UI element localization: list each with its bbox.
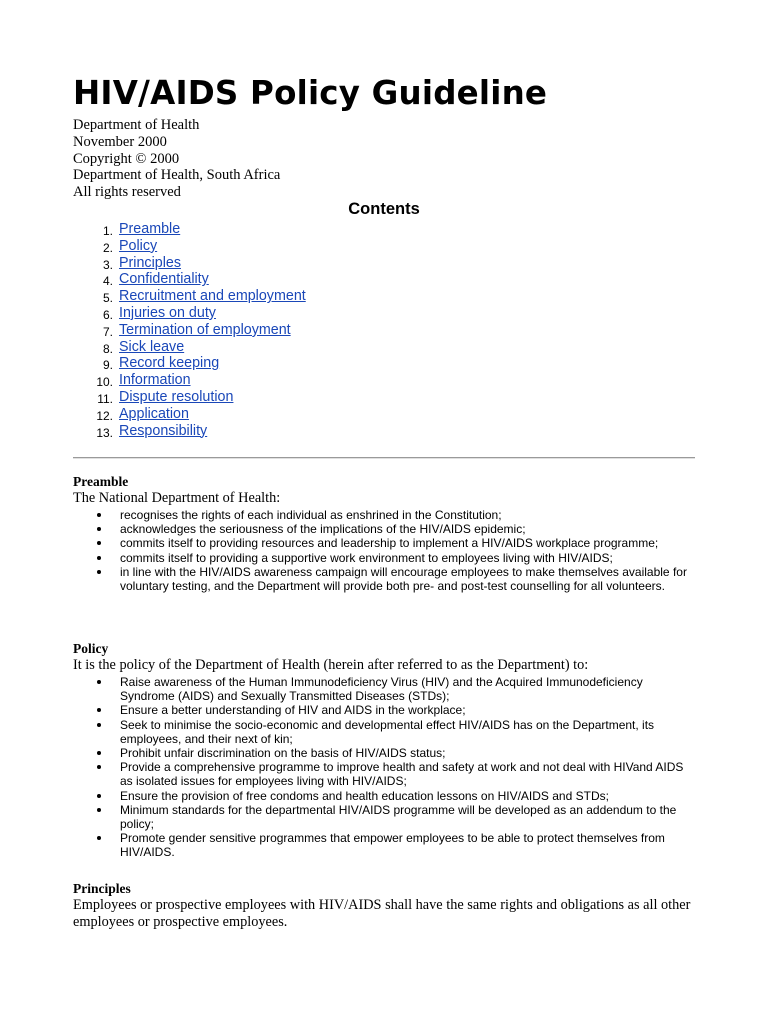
toc-link-confidentiality[interactable]: Confidentiality: [119, 271, 209, 288]
bullet-icon: [97, 680, 101, 684]
preamble-heading: Preamble: [73, 474, 129, 489]
toc-number: 8.: [102, 341, 113, 356]
list-item-text: Seek to minimise the socio-economic and developmental effect HIV/AIDS has on the Department, its employees, and their next of kin;: [120, 717, 655, 746]
list-item-text: Minimum standards for the departmental HIV/AIDS programme will be developed as an addendum to the policy;: [120, 802, 677, 832]
bullet-icon: [97, 836, 101, 840]
bullet-icon: [97, 541, 101, 545]
meta-rights: All rights reserved: [73, 184, 181, 201]
policy-intro: It is the policy of the Department of Health (herein after referred to as the Department) to:: [73, 657, 589, 673]
list-item-text: Prohibit unfair discrimination on the basis of HIV/AIDS status;: [120, 746, 446, 761]
meta-publisher: Department of Health, South Africa: [73, 167, 281, 184]
list-item: [73, 703, 695, 717]
list-item-text: commits itself to providing a supportive work environment to employees living with HIV/AIDS;: [120, 550, 613, 565]
toc-link-information[interactable]: Information: [119, 372, 191, 389]
toc-number: 7.: [102, 324, 113, 339]
list-item: [73, 831, 695, 859]
list-item: [73, 803, 695, 831]
list-item: [73, 536, 695, 550]
toc-number: 12.: [96, 408, 113, 423]
meta-copyright: Copyright © 2000: [73, 150, 180, 167]
list-item-text: Raise awareness of the Human Immunodeficiency Virus (HIV) and the Acquired Immunodeficiency Syndrome (AIDS) and Sexually Transmitted Diseases (STDs);: [120, 675, 643, 704]
toc-number: 6.: [102, 307, 113, 322]
list-item-text: commits itself to providing resources and leadership to implement a HIV/AIDS workplace programme;: [120, 536, 659, 551]
principles-text: Employees or prospective employees with HIV/AIDS shall have the same rights and obligations as all other employees or prospective employees.: [73, 897, 691, 930]
list-item-text: recognises the rights of each individual as enshrined in the Constitution;: [120, 508, 502, 522]
toc-number: 4.: [102, 274, 113, 289]
list-item: [73, 718, 695, 746]
list-item: [73, 789, 695, 803]
meta-date: November 2000: [73, 133, 167, 150]
document-meta: [73, 117, 280, 201]
toc-link-application[interactable]: Application: [119, 405, 189, 422]
toc-number: 1.: [102, 224, 113, 238]
document-title: HIV/AIDS Policy Guideline: [73, 74, 548, 112]
list-item-text: in line with the HIV/AIDS awareness campaign will encourage employees to make themselves available for voluntary testing, and the Department will provide both pre- and post-test counselling for all volunteers.: [120, 564, 687, 594]
bullet-icon: [97, 751, 101, 755]
toc-link-injuries[interactable]: Injuries on duty: [119, 304, 216, 321]
toc-link-preamble[interactable]: Preamble: [119, 221, 181, 237]
preamble-intro: The National Department of Health:: [73, 490, 281, 506]
list-item-text: Ensure the provision of free condoms and health education lessons on HIV/AIDS and STDs;: [120, 788, 609, 803]
toc-link-responsibility[interactable]: Responsibility: [119, 422, 208, 439]
list-item: [73, 565, 695, 593]
list-item-text: Ensure a better understanding of HIV and AIDS in the workplace;: [120, 703, 466, 718]
bullet-icon: [97, 765, 101, 769]
toc-number: 10.: [96, 375, 113, 390]
toc-link-sick-leave[interactable]: Sick leave: [119, 338, 185, 355]
toc-number: 13.: [96, 425, 113, 440]
list-item-text: acknowledges the seriousness of the implications of the HIV/AIDS epidemic;: [120, 522, 526, 537]
bullet-icon: [97, 570, 101, 574]
bullet-icon: [97, 527, 101, 531]
bullet-icon: [97, 556, 101, 560]
toc-link-dispute-resolution[interactable]: Dispute resolution: [119, 388, 234, 405]
bullet-icon: [97, 723, 101, 727]
policy-list: [73, 675, 695, 860]
preamble-list: [73, 508, 695, 593]
toc-link-record-keeping[interactable]: Record keeping: [119, 355, 220, 372]
toc-number: 5.: [102, 291, 113, 306]
toc-link-termination[interactable]: Termination of employment: [119, 321, 291, 338]
list-item-text: Promote gender sensitive programmes that empower employees to be able to protect themselves from HIV/AIDS.: [120, 831, 665, 860]
toc-link-principles[interactable]: Principles: [119, 254, 181, 271]
bullet-icon: [97, 513, 101, 517]
list-item: [73, 508, 695, 522]
contents-heading: Contents: [348, 200, 420, 218]
list-item: [73, 760, 695, 788]
toc-number: 9.: [102, 358, 113, 373]
list-item-text: Provide a comprehensive programme to improve health and safety at work and not deal with HIVand AIDS as isolated issues for employees living with HIV/AIDS;: [120, 760, 684, 789]
horizontal-rule: [73, 457, 695, 459]
toc-link-policy[interactable]: Policy: [119, 237, 158, 254]
bullet-icon: [97, 708, 101, 712]
list-item: [73, 522, 695, 536]
policy-heading: Policy: [73, 641, 109, 656]
list-item: [73, 675, 695, 703]
toc-number: 11.: [97, 391, 113, 406]
toc-number: 3.: [102, 257, 113, 272]
toc-number: 2.: [102, 240, 113, 255]
toc-link-recruitment[interactable]: Recruitment and employment: [119, 288, 306, 305]
meta-department: Department of Health: [73, 117, 200, 133]
bullet-icon: [97, 808, 101, 812]
list-item: [73, 746, 695, 760]
principles-heading: Principles: [73, 881, 131, 896]
list-item: [73, 551, 695, 565]
bullet-icon: [97, 794, 101, 798]
